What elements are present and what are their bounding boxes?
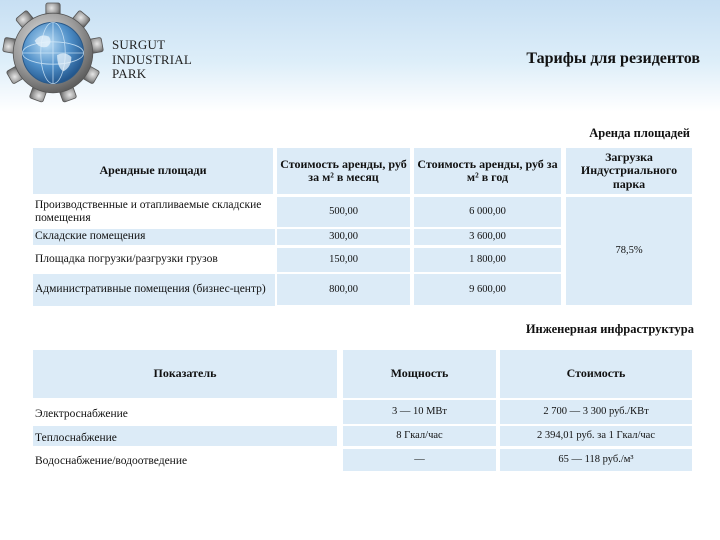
infra-row-cost: 2 394,01 руб. за 1 Гкал/час <box>500 426 692 446</box>
page-title: Тарифы для резидентов <box>526 50 700 67</box>
infra-col-header-indicator: Показатель <box>33 350 337 398</box>
infra-row-power: — <box>343 449 496 471</box>
logo-line: INDUSTRIAL <box>112 51 192 67</box>
rent-row-name: Производственные и отапливаемые складские помещения <box>35 198 262 224</box>
rent-row-name: Административные помещения (бизнес-центр) <box>33 274 275 306</box>
logo-text <box>112 38 192 82</box>
infra-col-header-cost: Стоимость <box>500 350 692 398</box>
rent-row-month: 150,00 <box>277 248 410 272</box>
infra-section-title: Инженерная инфраструктура <box>525 322 694 336</box>
infra-row-cost: 2 700 — 3 300 руб./КВт <box>500 400 692 424</box>
logo-line: SURGUT <box>112 37 166 52</box>
rent-col-header-area: Арендные площади <box>33 148 273 194</box>
rent-row-name: Складские помещения <box>33 229 275 245</box>
logo-line: PARK <box>112 66 147 81</box>
infra-col-header-power: Мощность <box>343 350 496 398</box>
infra-row-name: Электроснабжение <box>35 407 128 420</box>
rent-row-year: 6 000,00 <box>414 197 561 227</box>
rent-col-header-month: Стоимость аренды, руб за м² в месяц <box>277 148 410 194</box>
rent-row-month: 800,00 <box>277 274 410 305</box>
infra-row-name: Водоснабжение/водоотведение <box>35 454 188 467</box>
rent-row-year: 9 600,00 <box>414 274 561 305</box>
rent-row-year: 3 600,00 <box>414 229 561 245</box>
rent-row-year: 1 800,00 <box>414 248 561 272</box>
rent-section-title: Аренда площадей <box>589 126 690 140</box>
rent-row-month: 300,00 <box>277 229 410 245</box>
rent-load-value: 78,5% <box>566 197 692 305</box>
rent-row-name: Площадка погрузки/разгрузки грузов <box>35 253 218 266</box>
infra-row-cost: 65 — 118 руб./м³ <box>500 449 692 471</box>
header-banner <box>0 0 720 112</box>
gear-globe-logo-icon <box>2 2 104 104</box>
infra-row-power: 8 Гкал/час <box>343 426 496 446</box>
infra-row-name: Теплоснабжение <box>33 426 337 446</box>
rent-col-header-year: Стоимость аренды, руб за м² в год <box>414 148 561 194</box>
rent-col-header-load: Загрузка Индустриального парка <box>566 148 692 194</box>
rent-row-month: 500,00 <box>277 197 410 227</box>
infra-row-power: 3 — 10 МВт <box>343 400 496 424</box>
